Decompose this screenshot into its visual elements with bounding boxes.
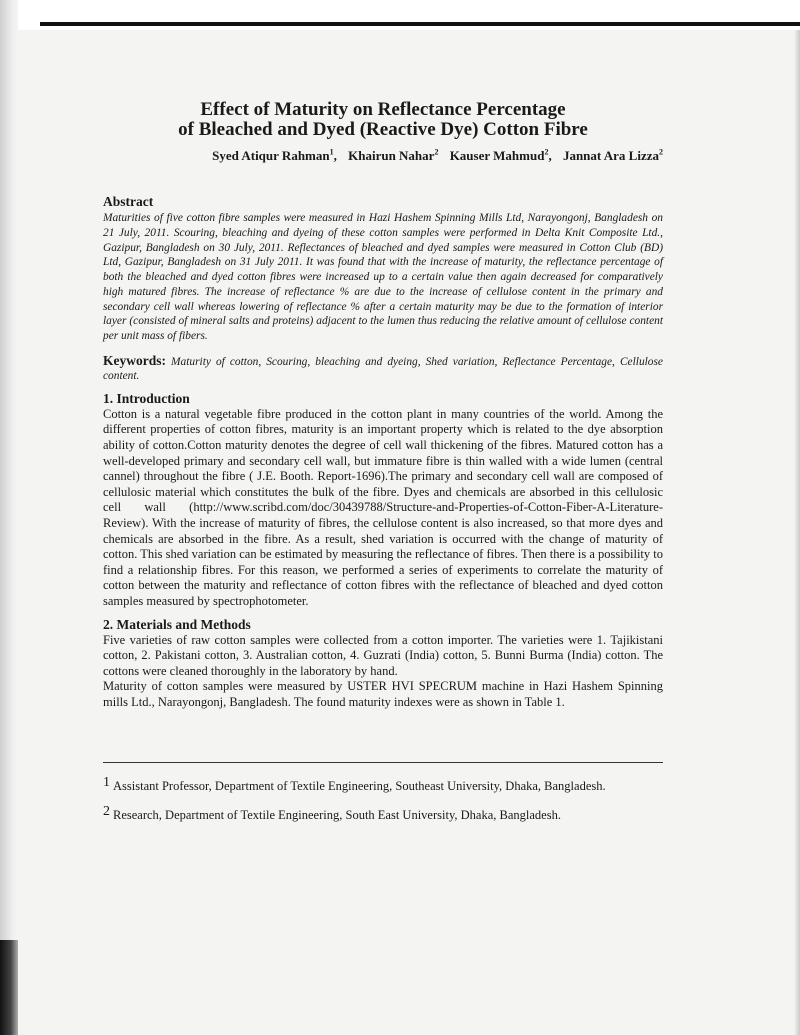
paper-page — [103, 100, 663, 711]
abstract-text: Maturities of five cotton fibre samples were measured in Hazi Hashem Spinning Mills Ltd, Narayongonj, Bangladesh on 21 July, 2011. Scouring, bleaching and dyeing of these cotton samples were performed in Delta Knit Composite Ltd., Gazipur, Bangladesh on 30 July, 2011. Reflectances of bleached and dyed samples were measured in Cotton Club (BD) Ltd, Gazipur, Bangladesh on 31 July 2011. It was found that with the increase of maturity, the reflectance percentage of both the bleached and dyed cotton fibres were increased up to a certain value then again decreased for comparatively high matured fibres. The increase of reflectance % are due to the increase of cellulose content in the primary and secondary cell wall whereas lowering of reflectance % after a certain maturity may be due to the formation of interior layer (consisted of mineral salts and proteins) adjacent to the lumen thus reducing the relative amount of cellulose content per unit mass of fibers. — [103, 212, 663, 342]
footnote-divider — [103, 762, 663, 763]
methods-paragraph-1: Five varieties of raw cotton samples were collected from a cotton importer. The varieties were 1. Tajikistani cotton, 2. Pakistani cotton, 3. Australian cotton, 4. Guzrati (India) cotton, 5. Bunni Burma (India) cotton. The cottons were cleaned thoroughly in the laboratory by hand. — [103, 632, 663, 678]
keywords-text: Maturity of cotton, Scouring, bleaching and dyeing, Shed variation, Reflectance Percentage, Cellulose content. — [103, 355, 663, 383]
paper-title — [103, 100, 663, 140]
paper-title-line-2: of Bleached and Dyed (Reactive Dye) Cotton Fibre — [178, 119, 588, 140]
footnote-1: $^1$ Assistant Professor, Department of Textile Engineering, Southeast University, Dhaka, Bangladesh. — [103, 775, 606, 793]
author-name: Khairun Nahar$^2$ — [348, 148, 439, 164]
scan-left-shadow — [0, 0, 18, 1035]
author-name: Jannat Ara Lizza$^2$ — [562, 148, 663, 164]
scan-edge-line — [40, 22, 800, 26]
abstract-heading: Abstract — [103, 194, 154, 210]
keywords-label: Keywords: — [103, 352, 166, 368]
author-name: Syed Atiqur Rahman$^1$, — [212, 148, 337, 164]
author-list — [103, 148, 663, 164]
section-heading-materials-methods: 2. Materials and Methods — [103, 616, 251, 632]
section-heading-introduction: 1. Introduction — [103, 390, 190, 406]
paper-title-line-1: Effect of Maturity on Reflectance Percentage — [200, 99, 566, 120]
introduction-paragraph: Cotton is a natural vegetable fibre produced in the cotton plant in many countries of the world. Among the different properties of cotton fibres, maturity is an important property which is related to the dye absorption ability of cotton.Cotton maturity denotes the degree of cell wall thickening of the fibres. Matured cotton has a well-developed primary and secondary cell wall, but immature fibre is thin walled with a wide lumen (central cannel) throughout the fibre ( J.E. Booth. Report-1696).The primary and secondary cell wall are composed of cellulosic material which constitutes the bulk of the fibre. Dyes and chemicals are absorbed in this cellulosic cell wall (http://www.scribd.com/doc/30439788/Structure-and-Properties-of-Cotton-Fiber-A-Literature-Review). With the increase of maturity of fibres, the cellulose content is also increased, so that more dyes and chemicals are absorbed in the fibre. As a result, shed variation is occurred with the change of maturity of cotton. This shed variation can be estimated by measuring the reflectance of fibres. Then there is a possibility to find a relationship fibres. For this reason, we performed a series of experiments to correlate the maturity of cotton between the maturity and reflectance of cotton fibres with the reflectance of bleached and dyed cotton samples measured by spectrophotometer. — [103, 406, 663, 608]
footnote-2: $^2$ Research, Department of Textile Engineering, South East University, Dhaka, Bangladesh. — [103, 804, 561, 822]
keywords — [103, 354, 663, 384]
scan-right-shadow — [794, 30, 800, 1035]
methods-paragraph-2: Maturity of cotton samples were measured by USTER HVI SPECRUM machine in Hazi Hashem Spinning mills Ltd., Narayongonj, Bangladesh. The found maturity indexes were as shown in Table 1. — [103, 679, 663, 709]
author-name: Kauser Mahmud$^2$, — [449, 148, 552, 164]
scan-left-corner-shadow — [0, 940, 18, 1035]
